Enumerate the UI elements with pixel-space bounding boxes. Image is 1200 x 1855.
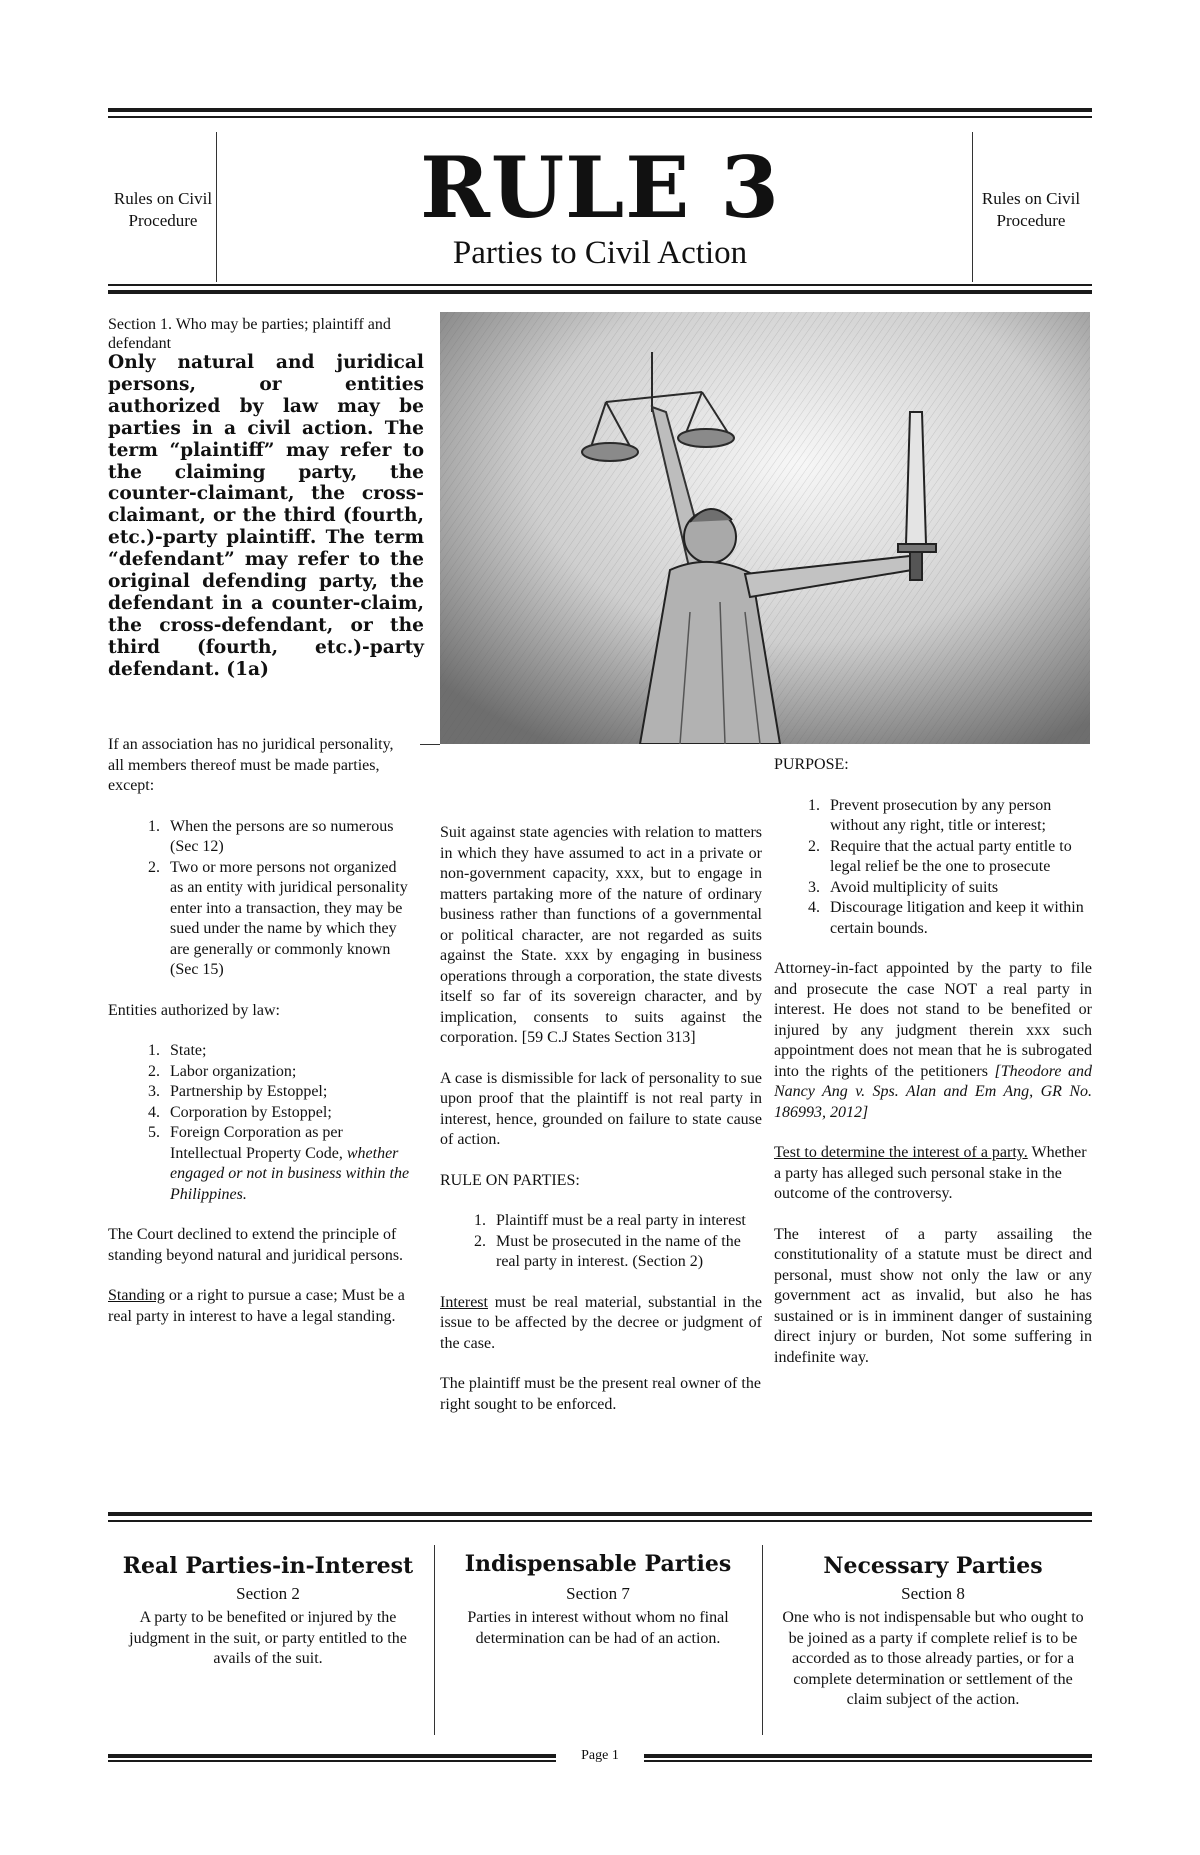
standing-term: Standing: [108, 1287, 165, 1304]
masthead-bottom-rule-thin: [108, 284, 1092, 286]
section1-heading: Section 1. Who may be parties; plaintiff and defendant: [108, 316, 391, 352]
purpose-list: [774, 796, 1092, 940]
left-column: [108, 735, 410, 1347]
real-parties-section: Section 2: [236, 1584, 300, 1603]
test-heading: Test to determine the interest of a party.: [774, 1144, 1028, 1161]
indispensable-parties-body: Parties in interest without whom no final determination can be had of an action.: [467, 1609, 729, 1647]
page-subtitle: Parties to Civil Action: [452, 235, 748, 271]
section1-body: Only natural and juridical persons, or entities authorized by law may be parties in a civil action. The term “plaintiff” may refer to the claiming party, the counter-claimant, the cross-claimant, or the third (fourth, etc.)-party plaintiff. The term “defendant” may refer to the original defending party, the defendant in a counter-claim, the cross-defendant, or the third (fourth, etc.)-party defendant. (1a): [108, 352, 424, 680]
rule-on-parties-list: [440, 1211, 762, 1273]
list-item: 2. Require that the actual party entitle to legal relief be the one to prosecute: [824, 837, 1092, 878]
list-item: 3. Partnership by Estoppel;: [164, 1082, 410, 1103]
footer-rule-right-thin: [644, 1760, 1092, 1762]
test-paragraph: [774, 1143, 1092, 1205]
indispensable-parties-title: Indispensable Parties: [464, 1551, 732, 1577]
footer-rule-left-thin: [108, 1760, 556, 1762]
bottom-band-rule: [108, 1512, 1092, 1516]
footer-rule-right: [644, 1754, 1092, 1758]
list-item: [164, 1123, 410, 1205]
entities-heading: Entities authorized by law:: [108, 1001, 280, 1019]
real-parties-body: A party to be benefited or injured by the judgment in the suit, or party entitled to the avails of the suit.: [129, 1609, 407, 1667]
real-parties-title: Real Parties-in-Interest: [122, 1553, 414, 1579]
list-item: 4. Discourage litigation and keep it within certain bounds.: [824, 898, 1092, 939]
list-item: 4. Corporation by Estoppel;: [164, 1103, 410, 1124]
attorney-citation: [Theodore and Nancy Ang v. Sps. Alan and Em Ang, GR No. 186993, 2012]: [774, 1062, 1093, 1121]
exceptions-list: [108, 817, 410, 981]
rule-on-parties-heading: RULE ON PARTIES:: [440, 1171, 580, 1189]
dismissible-paragraph: A case is dismissible for lack of personality to sue upon proof that the plaintiff is not real party in interest, hence, grounded on failure to state cause of action.: [440, 1069, 762, 1148]
necessary-parties-title: Necessary Parties: [823, 1553, 1043, 1579]
interest-rest: must be real material, substantial in the issue to be affected by the decree or judgment of the case.: [440, 1293, 763, 1352]
purpose-heading: PURPOSE:: [774, 756, 849, 773]
right-column: [774, 755, 1092, 1388]
footer-rule-left: [108, 1754, 556, 1758]
attorney-text: Attorney-in-fact appointed by the party to file and prosecute the case NOT a real party in interest. He does not stand to be benefited or injured by any judgment therein xxx such appointment does not mean that he is subrogated into the rights of the petitioners: [774, 960, 1092, 1080]
test-body: Whether a party has alleged such personal stake in the outcome of the controversy.: [774, 1144, 1087, 1202]
page-number: Page 1: [556, 1746, 644, 1766]
column-separator-dash: [420, 744, 440, 745]
state-agencies-paragraph: Suit against state agencies with relation to matters in which they have assumed to act in a private or non-government capacity, xxx, but to engage in matters partaking more of the nature of ordinary business rather than functions of a governmental or political character, are not regarded as suits against the State. xxx by engaging in business operations through a corporation, the state divests itself so far of its sovereign character, and by implication, consents to suits against the corporation. [59 C.J States Section 313]: [440, 824, 762, 1046]
list-item: 1. Prevent prosecution by any person without any right, title or interest;: [824, 796, 1092, 837]
interest-term: Interest: [440, 1293, 488, 1311]
association-intro: If an association has no juridical personality, all members thereof must be made parties, except:: [108, 736, 394, 794]
bottom-band-rule-thin: [108, 1520, 1092, 1522]
standing-rest: or a right to pursue a case; Must be a real party in interest to have a legal standing.: [108, 1287, 405, 1325]
bottom-divider-2: [762, 1545, 763, 1735]
necessary-parties-section: Section 8: [901, 1584, 965, 1603]
masthead-divider-right: [972, 132, 973, 282]
masthead-bottom-rule: [108, 290, 1092, 294]
masthead-top-rule-thin: [108, 116, 1092, 118]
entity-italic-tail: whether engaged or not in business within the Philippines.: [170, 1144, 410, 1203]
necessary-parties-body: One who is not indispensable but who ought to be joined as a party if complete relief is to be accorded as to those already parties, or for a complete determination or settlement of the claim subject of the action.: [782, 1609, 1084, 1708]
list-item: 1. State;: [164, 1041, 410, 1062]
entity-text: Foreign Corporation as per Intellectual Property Code,: [170, 1124, 343, 1162]
indispensable-parties-section: Section 7: [566, 1584, 630, 1603]
page-title: RULE 3: [420, 138, 780, 237]
list-item: 1. Plaintiff must be a real party in interest: [490, 1211, 762, 1232]
masthead-right-label: Rules on Civil Procedure: [981, 189, 1081, 230]
list-item: 2. Two or more persons not organized as an entity with juridical personality enter into a transaction, they may be sued under the name by which they are generally or commonly known (Sec 15): [164, 858, 410, 981]
court-note: The Court declined to extend the principle of standing beyond natural and juridical persons.: [108, 1226, 404, 1264]
entities-list: [108, 1041, 410, 1205]
list-item: 2. Must be prosecuted in the name of the real party in interest. (Section 2): [490, 1232, 762, 1273]
list-item: 2. Labor organization;: [164, 1062, 410, 1083]
interest-paragraph: [440, 1293, 762, 1355]
owner-paragraph: The plaintiff must be the present real owner of the right sought to be enforced.: [440, 1375, 761, 1413]
standing-paragraph: [108, 1286, 410, 1327]
masthead-left-label: Rules on Civil Procedure: [113, 189, 213, 230]
middle-column: [440, 823, 762, 1435]
lady-justice-illustration: [440, 312, 1090, 744]
masthead-top-rule: [108, 108, 1092, 112]
attorney-paragraph: [774, 959, 1092, 1123]
assail-paragraph: The interest of a party assailing the constitutionality of a statute must be direct and personal, must show not only the law or any government act as invalid, but also he has sustained or is in imminent danger of sustaining direct injury or burden, Not some suffering in indefinite way.: [774, 1225, 1092, 1366]
list-item: 3. Avoid multiplicity of suits: [824, 878, 1092, 899]
list-item: 1. When the persons are so numerous (Sec 12): [164, 817, 410, 858]
bottom-divider-1: [434, 1545, 435, 1735]
